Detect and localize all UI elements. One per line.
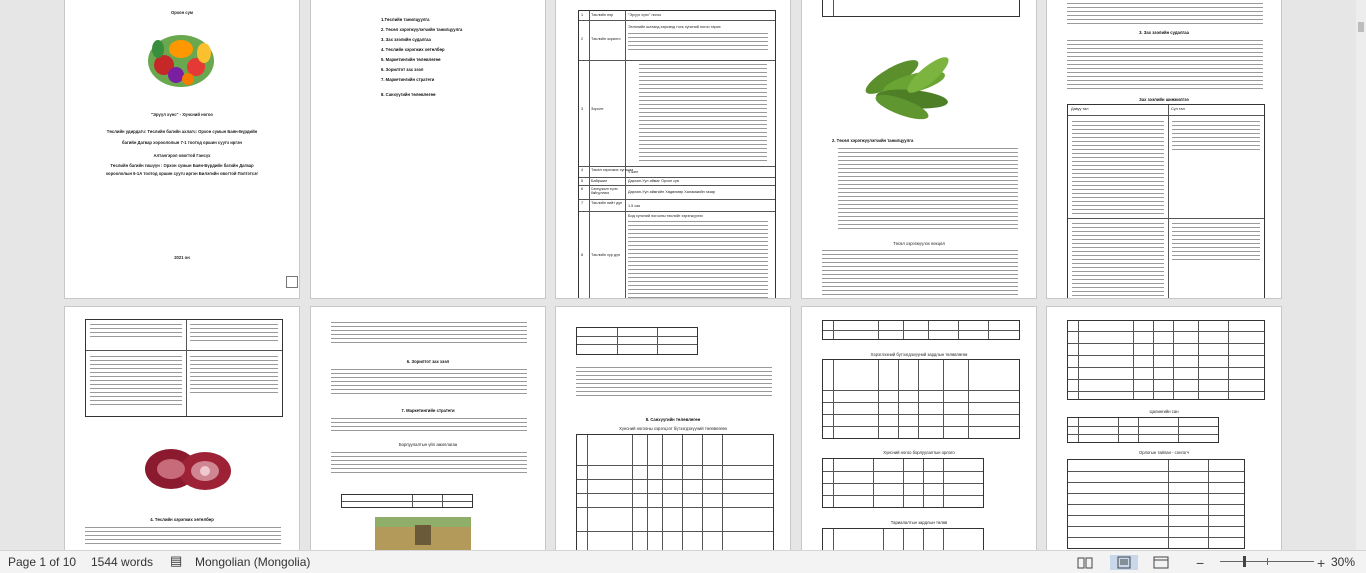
zoom-out-button[interactable]: − [1196, 555, 1205, 571]
author-line-5: хороололын 6-1А тоотод оршин суугч иргэн Билэгийн овогтой Пэлтэтсэг [105, 171, 259, 176]
toc-item[interactable]: 1.Төслийн танилцуулга [381, 17, 430, 22]
table-title: Цалингийн сан [1149, 409, 1179, 414]
toc-item[interactable]: 7. Маркетингийн стратеги [381, 77, 435, 82]
row-value: Бид хүнсний ногооны төслийг хэрэгжүүлэх [628, 214, 703, 218]
author-line-3: Алтангэрэл овогтой Гансүх [153, 153, 211, 158]
row-num: 8 [581, 253, 584, 257]
status-bar [0, 550, 1366, 573]
page-count[interactable]: Page 1 of 10 [8, 555, 77, 569]
page-6[interactable] [65, 307, 299, 550]
table-title: Орлогын тайлан - сонгогч [1139, 450, 1189, 455]
org-name: Орхон сум [171, 10, 193, 15]
row-label: Төсөл хэрэгжих хугацаа [591, 168, 634, 172]
field-image [375, 517, 471, 550]
section-heading: 2. Төсөл хэрэгжүүлэгчийн танилцуулга [832, 138, 914, 143]
vegetables-image [146, 27, 216, 93]
author-line-1: Төслийн удирдагч: Төслийн багийн ахлагч: Орхон сумын Баян-Бүрдийн [106, 129, 258, 134]
toc-item[interactable]: 8. Санхүүгийн төлөвлөгөө [381, 92, 436, 97]
vertical-scrollbar[interactable] [1356, 0, 1366, 550]
row-label: Төслийн хур дүн [591, 253, 621, 257]
page-5[interactable] [1047, 0, 1281, 298]
sub-heading: Зах зээлийн шинжилгээ [1139, 97, 1189, 102]
sub-heading: Хүнсний ногооны хэрэгцээт бүтээгдэхүүний төлөвлөгөө [619, 426, 727, 431]
row-num: 7 [581, 201, 584, 205]
row-label: Төслийн нэр [591, 13, 614, 17]
row-label: Төслийн нийт дүн [591, 201, 623, 205]
read-mode-icon[interactable] [1076, 555, 1094, 570]
row-value: Дархан-Уул аймаг Орхон сум [628, 179, 680, 183]
web-layout-icon[interactable] [1152, 555, 1170, 570]
sub-heading: Борлуулалтын үйл ажиллагаа [398, 442, 458, 447]
expense-table [576, 434, 774, 550]
toc [381, 17, 462, 97]
row-num: 1 [581, 13, 584, 17]
page-10[interactable] [1047, 307, 1281, 550]
toc-item[interactable]: 5. Маркетингийн төлөвлөгөө [381, 57, 441, 62]
row-label: Зорилт [591, 107, 604, 111]
row-num: 5 [581, 179, 584, 183]
year: 2021 он [174, 255, 190, 260]
toc-item[interactable]: 4. Төслийн хэрэгжих хөтөлбөр [381, 47, 445, 52]
section-heading: 7. Маркетингийн стратеги [401, 408, 455, 413]
proofing-icon[interactable]: ▤ [170, 553, 183, 568]
toc-item[interactable]: 2. Төсөл хэрэгжүүлэгчийн танилцуулга [381, 27, 463, 32]
section-heading: 6. Зорилтот зах зээл [406, 359, 450, 364]
section-heading: 8. Санхүүгийн төлөвлөгөө [645, 417, 701, 422]
row-label: Төслийн зорилго [591, 37, 621, 41]
sub-heading: Төсөл хэрэгжүүлэх нөхцөл [893, 241, 945, 246]
section-heading: 3. Зах зээлийн судалгаа [1139, 30, 1189, 35]
table-title: Хүнсний ногоо борлуулалтын орлого [883, 450, 955, 455]
table-title: Тариалалтын зардлын төлөв [890, 520, 948, 525]
page-break-marker [286, 276, 298, 288]
row-value: 1 жил [628, 170, 639, 174]
page-7[interactable] [311, 307, 545, 550]
row-value: Эхлэлийн шатанд хөрсөнд тохь хүнсний ногоо тарих [628, 25, 721, 29]
language[interactable]: Mongolian (Mongolia) [195, 555, 311, 569]
row-value: "Эрүүл хүнс" ногоо [628, 13, 662, 17]
page-3[interactable] [556, 0, 790, 298]
page-9[interactable] [802, 307, 1036, 550]
row-label: Санхүүжилт хүсэх байгууллага [591, 187, 618, 195]
zoom-in-button[interactable]: + [1317, 555, 1326, 571]
toc-item[interactable]: 6. Зорилтот зах зээл [381, 67, 424, 72]
row-value: 1.5 сая [628, 204, 641, 208]
project-table [578, 10, 776, 298]
swot-table [1067, 104, 1265, 298]
page-4[interactable] [802, 0, 1036, 298]
scrollbar-thumb[interactable] [1358, 22, 1364, 32]
author-line-2: багийн Дагвар хороололын 7-1 тоотод оршин суугч иргэн [122, 140, 242, 145]
doc-title: "Эрүүл хүнс" - Хүнсний ногоо [151, 112, 213, 117]
section-heading: 4. Төслийн хэрэгжих хөтөлбөр [150, 517, 214, 522]
row-label: Байршил [591, 179, 608, 183]
print-layout-icon[interactable] [1110, 555, 1138, 570]
page-2[interactable] [311, 0, 545, 298]
row-num: 6 [581, 187, 584, 191]
row-num: 2 [581, 37, 584, 41]
page-1[interactable] [65, 0, 299, 298]
cucumber-image [862, 47, 958, 121]
zoom-level[interactable]: 30% [1331, 555, 1356, 569]
word-count[interactable]: 1544 words [91, 555, 154, 569]
page-8[interactable] [556, 307, 790, 550]
row-num: 3 [581, 107, 584, 111]
col-weakness: Сул тал [1171, 107, 1185, 111]
author-line-4: Төслийн багийн гишүүн : Орхон сумын Баян-Бүрдийн багийн Дагвар [110, 163, 254, 168]
toc-item[interactable]: 3. Зах зээлийн судалгаа [381, 37, 431, 42]
onion-image [143, 443, 235, 491]
row-num: 4 [581, 168, 584, 172]
income-table [1067, 459, 1245, 549]
table-title: Хэрэглээний бүтээгдэхүүний зардлын төлөвлөгөө [870, 352, 968, 357]
row-value: Дархан-Уул аймгийн Хөдөлмөр Халамжийн газар [628, 190, 716, 194]
zoom-slider-thumb[interactable] [1243, 556, 1246, 567]
col-strength: Давуу тал [1071, 107, 1089, 111]
